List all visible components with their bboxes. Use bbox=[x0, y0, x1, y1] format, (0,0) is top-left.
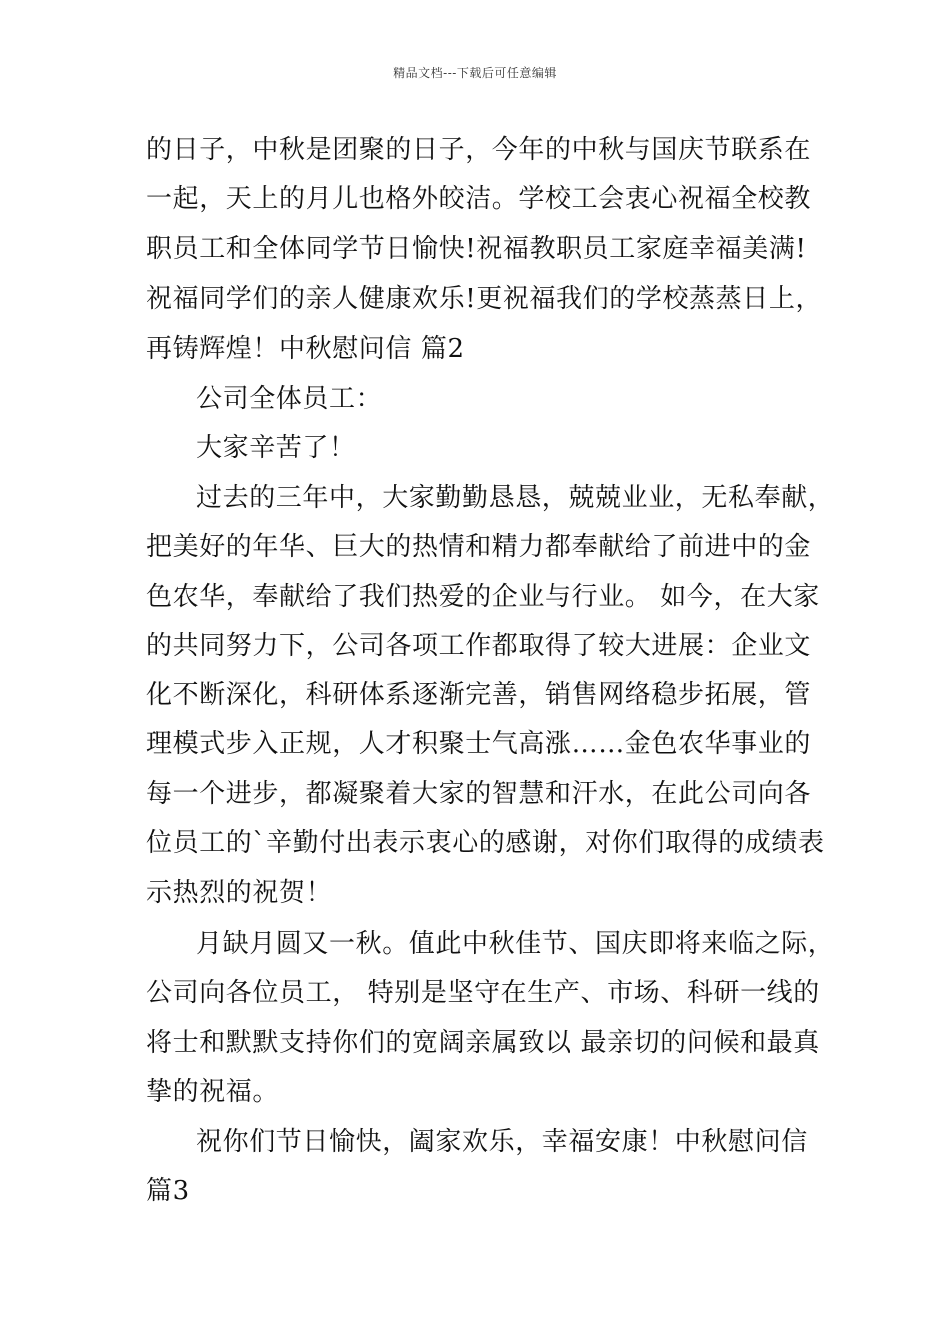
text-line: 把美好的年华、巨大的热情和精力都奉献给了前进中的金 bbox=[146, 532, 812, 562]
text-line: 一起，天上的月儿也格外皎洁。学校工会衷心祝福全校教 bbox=[146, 184, 812, 214]
text-line: 位员工的`辛勤付出表示衷心的感谢，对你们取得的成绩表 bbox=[146, 828, 825, 858]
text-line: 理模式步入正规，人才积聚士气高涨……金色农华事业的 bbox=[146, 729, 812, 759]
text-line: 过去的三年中，大家勤勤恳恳，兢兢业业，无私奉献， bbox=[196, 483, 835, 513]
text-line: 的日子，中秋是团聚的日子，今年的中秋与国庆节联系在 bbox=[146, 135, 812, 165]
text-line: 公司向各位员工， 特别是坚守在生产、市场、科研一线的 bbox=[146, 978, 820, 1008]
text-line: 月缺月圆又一秋。值此中秋佳节、国庆即将来临之际， bbox=[196, 929, 835, 959]
page-header: 精品文档---下载后可任意编辑 bbox=[393, 66, 557, 80]
text-line: 篇3 bbox=[146, 1176, 190, 1206]
text-line: 祝福同学们的亲人健康欢乐!更祝福我们的学校蒸蒸日上， bbox=[146, 284, 823, 314]
text-line: 的共同努力下，公司各项工作都取得了较大进展：企业文 bbox=[146, 631, 812, 661]
text-line: 再铸辉煌！中秋慰问信 篇2 bbox=[146, 334, 465, 364]
text-line: 公司全体员工： bbox=[196, 384, 383, 414]
text-line: 职员工和全体同学节日愉快!祝福教职员工家庭幸福美满! bbox=[146, 234, 807, 264]
text-line: 大家辛苦了！ bbox=[196, 433, 356, 463]
text-line: 祝你们节日愉快，阖家欢乐，幸福安康！中秋慰问信 bbox=[196, 1127, 808, 1157]
text-line: 化不断深化，科研体系逐渐完善，销售网络稳步拓展，管 bbox=[146, 680, 812, 710]
text-line: 色农华，奉献给了我们热爱的企业与行业。 如今，在大家 bbox=[146, 582, 820, 612]
text-line: 示热烈的祝贺！ bbox=[146, 878, 333, 908]
text-line: 将士和默默支持你们的宽阔亲属致以 最亲切的问候和最真 bbox=[146, 1028, 820, 1058]
text-line: 挚的祝福。 bbox=[146, 1077, 280, 1107]
text-line: 每一个进步，都凝聚着大家的智慧和汗水，在此公司向各 bbox=[146, 779, 812, 809]
